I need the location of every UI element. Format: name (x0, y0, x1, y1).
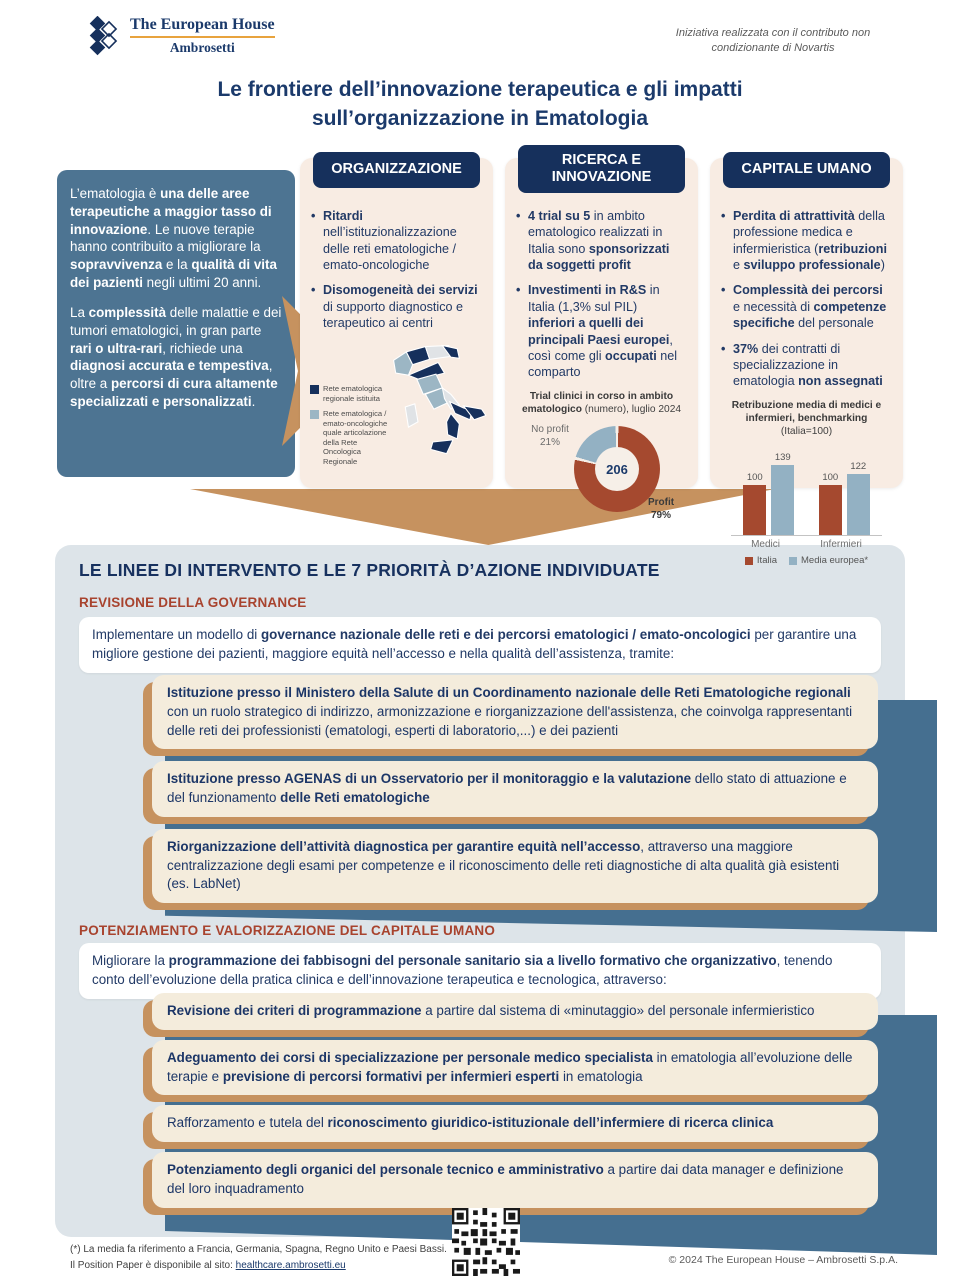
logo-title: The European House (130, 16, 275, 38)
qr-code (452, 1208, 520, 1276)
legend-swatch-articolazione (310, 410, 319, 419)
footnote-line2: Il Position Paper è disponibile al sito: healthcare.ambrosetti.eu (70, 1259, 346, 1271)
column-header-ricerca: RICERCA E INNOVAZIONE (518, 145, 685, 193)
italy-map (383, 332, 489, 482)
legend-swatch (789, 557, 797, 565)
legend-swatch (745, 557, 753, 565)
map-legend (310, 384, 396, 472)
donut-center-value: 206 (595, 447, 639, 491)
page-title (0, 76, 960, 134)
column-header-capitale: CAPITALE UMANO (723, 152, 890, 188)
bar: 139 (771, 452, 794, 535)
intro-box (57, 170, 295, 477)
copyright: © 2024 The European House – Ambrosetti S.p.A. (668, 1254, 898, 1266)
italy-network-map (300, 328, 493, 488)
bar-chart-legend (731, 555, 882, 566)
column-ricerca-innovazione (505, 158, 698, 521)
trial-donut-chart (516, 418, 687, 522)
priority-box: Revisione dei criteri di programmazione a partire dal sistema di «minutaggio» del personale infermieristico (152, 993, 878, 1030)
bar-group (819, 461, 870, 535)
bar: 100 (743, 472, 766, 535)
priority-box: Riorganizzazione dell’attività diagnostica per garantire equità nell’accesso, attraverso una maggiore centralizzazione degli esami per competenze e il riconoscimento delle reti diagnostiche di alta qualità già esistenti (es. LabNet) (152, 829, 878, 903)
priority-boxes-governance (152, 675, 878, 903)
priority-box: Potenziamento degli organici del personale tecnico e amministrativo a partire dai data manager e definizione del loro inquadramento (152, 1152, 878, 1208)
bullet-item: • Disomogeneità dei servizi di supporto diagnostico e terapeutico ai centri (311, 282, 482, 331)
column-capitale-umano (710, 158, 903, 567)
bar: 122 (847, 461, 870, 535)
bar-category-label: Medici (751, 539, 780, 551)
header-logo (84, 16, 275, 61)
priority-box: Istituzione presso il Ministero della Salute di un Coordinamento nazionale delle Reti Ematologiche regionali con un ruolo strategico di indirizzo, armonizzazione e riorganizzazione dell'assistenza, che coinvolga rappresentanti delle reti dei professionisti (ematologi, esperti di laboratorio,...) e dei pazienti (152, 675, 878, 749)
ambrosetti-logo-icon (84, 16, 122, 61)
logo-subtitle: Ambrosetti (169, 40, 235, 55)
salary-chart-title: Retribuzione media di medici e infermieri, benchmarking (Italia=100) (731, 399, 882, 438)
section-heading-governance: REVISIONE DELLA GOVERNANCE (79, 595, 307, 610)
column-organizzazione (300, 158, 493, 488)
bullet-item: • 4 trial su 5 in ambito ematologico realizzati in Italia sono sponsorizzati da soggetti profit (516, 208, 687, 273)
priority-box: Istituzione presso AGENAS di un Osservatorio per il monitoraggio e la valutazione dello stato di attuazione e del funzionamento delle Reti ematologiche (152, 761, 878, 817)
bar-category-labels (731, 539, 882, 550)
sponsor-note: Iniziativa realizzata con il contributo non condizionante di Novartis (675, 27, 871, 55)
panel-title: LE LINEE DI INTERVENTO E LE 7 PRIORITÀ D’AZIONE INDIVIDUATE (79, 560, 660, 580)
bar-group (743, 452, 794, 535)
footnote-line1: (*) La media fa riferimento a Francia, Germania, Spagna, Regno Unito e Paesi Bassi. (70, 1244, 447, 1255)
section-intro-capitale: Migliorare la programmazione dei fabbisogni del personale sanitario sia a livello formativo che organizzativo, tenendo conto dell’evoluzione della pratica clinica e dell’innovazione terapeutica e tecnologica, attraverso: (79, 943, 881, 999)
bullet-item: • Ritardi nell’istituzionalizzazione delle reti ematologiche / emato-oncologiche (311, 208, 482, 273)
position-paper-link[interactable]: healthcare.ambrosetti.eu (235, 1259, 346, 1271)
donut-label-noprofit: No profit 21% (531, 424, 569, 448)
priority-box: Rafforzamento e tutela del riconoscimento giuridico-istituzionale dell’infermiere di ricerca clinica (152, 1105, 878, 1142)
intro-paragraph-1: L’ematologia è una delle aree terapeutiche a maggior tasso di innovazione. Le nuove terapie hanno contribuito a migliorare la sopravvivenza e la qualità di vita dei pazienti negli ultimi 20 anni. (70, 186, 277, 291)
legend-label: Rete ematologica regionale istituita (323, 384, 383, 403)
legend-entry (745, 555, 777, 566)
section-heading-capitale: POTENZIAMENTO E VALORIZZAZIONE DEL CAPITALE UMANO (79, 923, 496, 938)
bullet-item: • Investimenti in R&S in Italia (1,3% sul PIL) inferiori a quelli dei principali Paesi europei, così come gli occupati nel comparto (516, 282, 687, 380)
bullet-item: • 37% dei contratti di specializzazione in ematologia non assegnati (721, 341, 892, 390)
priority-boxes-capitale (152, 993, 878, 1208)
bullet-item: • Perdita di attrattività della professione medica e infermieristica (retribuzioni e sviluppo professionale) (721, 208, 892, 273)
intro-paragraph-2: La complessità delle malattie e dei tumori ematologici, in gran parte rari o ultra-rari, richiede una diagnosi accurata e tempestiva, oltre a percorsi di cura altamente specializzati e personalizzati. (70, 304, 282, 410)
trial-chart-title: Trial clinici in corso in ambito ematologico (numero), luglio 2024 (521, 390, 682, 415)
legend-entry (789, 555, 868, 566)
page-title-line1: Le frontiere dell’innovazione terapeutica e gli impatti (217, 78, 743, 101)
bullet-item: • Complessità dei percorsi e necessità di competenze specifiche del personale (721, 282, 892, 331)
page-title-line2: sull’organizzazione in Ematologia (311, 106, 649, 130)
intervention-panel (55, 545, 905, 1237)
legend-label: Italia (756, 555, 777, 567)
legend-label: Media europea* (801, 555, 869, 567)
column-header-organizzazione: ORGANIZZAZIONE (313, 152, 480, 188)
legend-swatch-istituita (310, 385, 319, 394)
priority-box: Adeguamento dei corsi di specializzazione per personale medico specialista in ematologia all’evoluzione delle terapie e previsione di percorsi formativi per infermieri esperti in ematologia (152, 1040, 878, 1096)
section-intro-governance: Implementare un modello di governance nazionale delle reti e dei percorsi ematologici / emato-oncologici per garantire una migliore gestione dei pazienti, maggiore equità nell’accesso e nella qualità dell’assistenza, tramite: (79, 617, 881, 673)
salary-bar-chart (731, 444, 882, 566)
donut-label-profit: Profit 79% (647, 497, 675, 521)
bar-groups (731, 444, 882, 536)
bar-category-label: Infermieri (820, 539, 862, 551)
bar: 100 (819, 472, 842, 535)
footnote (70, 1242, 447, 1273)
legend-label: Rete ematologica / emato-oncologiche quale articolazione della Rete Oncologica Regionale (323, 409, 388, 466)
